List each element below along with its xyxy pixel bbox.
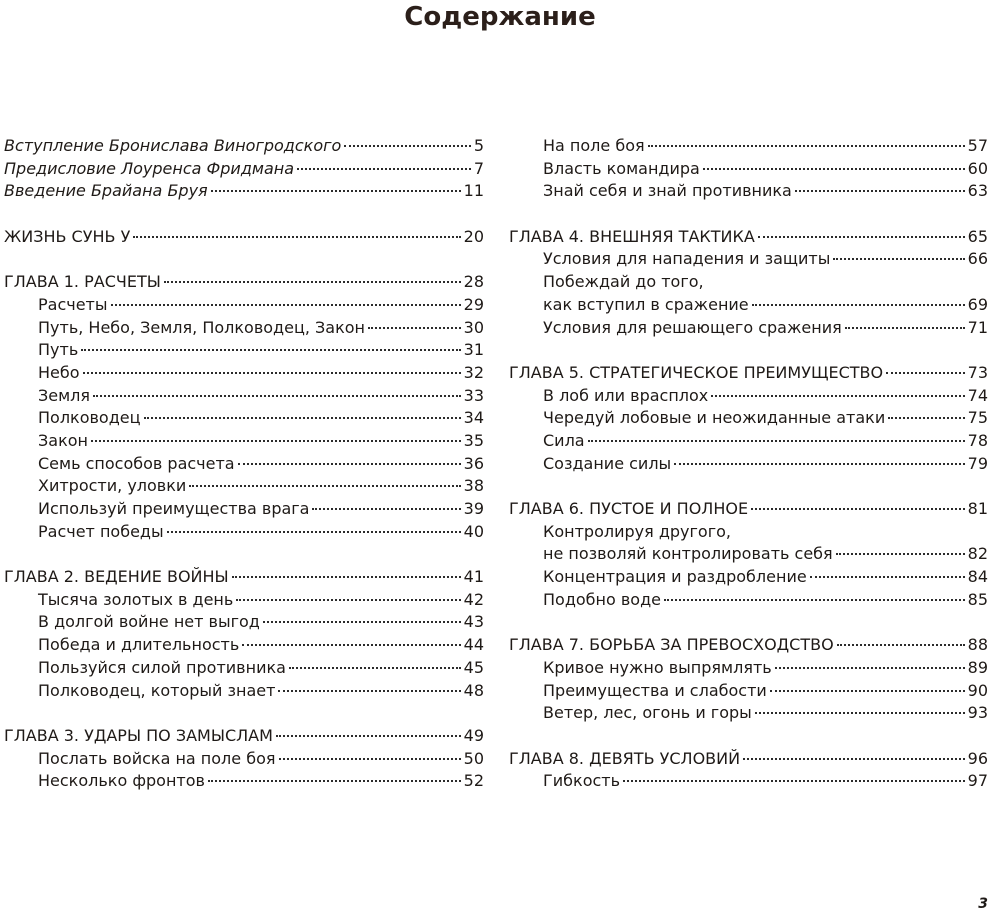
toc-chapter-entry[interactable] xyxy=(4,725,484,748)
toc-section-entry[interactable] xyxy=(4,521,484,544)
toc-section-entry[interactable] xyxy=(509,680,988,703)
toc-chapter-entry[interactable] xyxy=(4,180,484,203)
toc-chapter-entry[interactable] xyxy=(509,634,988,657)
toc-page-number: 33 xyxy=(463,385,484,405)
toc-chapter-entry[interactable] xyxy=(509,362,988,385)
toc-right-column xyxy=(509,135,988,793)
toc-section-entry[interactable] xyxy=(4,634,484,657)
toc-entry-title: Контролируя другого, xyxy=(543,521,731,541)
toc-page-number: 49 xyxy=(463,725,484,745)
toc-page-number: 28 xyxy=(463,272,484,292)
toc-page-number: 36 xyxy=(463,453,484,473)
toc-dot-leader xyxy=(312,508,460,510)
toc-page-number: 65 xyxy=(967,226,988,246)
toc-section-entry[interactable] xyxy=(4,611,484,634)
toc-page-number: 88 xyxy=(967,635,988,655)
toc-page-number: 78 xyxy=(967,430,988,450)
toc-page-number: 42 xyxy=(463,589,484,609)
toc-chapter-entry[interactable] xyxy=(4,271,484,294)
toc-section-entry[interactable] xyxy=(4,748,484,771)
toc-page-number: 45 xyxy=(463,657,484,677)
toc-section-entry[interactable] xyxy=(509,521,988,544)
toc-section-entry[interactable] xyxy=(509,180,988,203)
toc-dot-leader xyxy=(664,599,965,601)
toc-section-entry[interactable] xyxy=(509,135,988,158)
toc-entry-title: ГЛАВА 6. ПУСТОЕ И ПОЛНОЕ xyxy=(509,499,749,518)
page-number: 3 xyxy=(978,896,988,912)
toc-page-number: 90 xyxy=(967,680,988,700)
toc-dot-leader xyxy=(770,690,965,692)
toc-dot-leader xyxy=(648,145,965,147)
toc-page-number: 50 xyxy=(463,748,484,768)
toc-page-number: 89 xyxy=(967,657,988,677)
toc-dot-leader xyxy=(743,758,965,760)
toc-section-entry[interactable] xyxy=(509,430,988,453)
toc-entry-title: Создание силы xyxy=(543,453,672,473)
toc-spacer xyxy=(509,611,988,634)
toc-chapter-entry[interactable] xyxy=(509,748,988,771)
toc-entry-title: Подобно воде xyxy=(543,589,661,609)
toc-section-entry[interactable] xyxy=(4,339,484,362)
toc-dot-leader xyxy=(344,145,471,147)
toc-chapter-entry[interactable] xyxy=(509,226,988,249)
toc-entry-title: Путь, Небо, Земля, Полководец, Закон xyxy=(38,317,365,337)
toc-dot-leader xyxy=(752,304,965,306)
toc-page-number: 52 xyxy=(463,771,484,791)
toc-entry-title: Сила xyxy=(543,430,585,450)
toc-dot-leader xyxy=(297,168,471,170)
toc-chapter-entry[interactable] xyxy=(4,158,484,181)
toc-dot-leader xyxy=(81,349,460,351)
toc-section-entry[interactable] xyxy=(509,589,988,612)
toc-entry-title: Земля xyxy=(38,385,91,405)
toc-section-entry[interactable] xyxy=(509,770,988,793)
toc-dot-leader xyxy=(837,644,965,646)
toc-page-number: 79 xyxy=(967,453,988,473)
toc-page-number: 32 xyxy=(463,362,484,382)
toc-dot-leader xyxy=(167,531,461,533)
toc-dot-leader xyxy=(588,440,965,442)
toc-dot-leader xyxy=(886,372,965,374)
toc-dot-leader xyxy=(289,667,461,669)
toc-entry-title: ГЛАВА 2. ВЕДЕНИЕ ВОЙНЫ xyxy=(4,567,229,587)
toc-spacer xyxy=(4,543,484,566)
toc-section-entry[interactable] xyxy=(509,317,988,340)
toc-dot-leader xyxy=(751,508,965,510)
toc-page-number: 20 xyxy=(463,226,484,246)
toc-spacer xyxy=(509,475,988,498)
toc-entry-title: Расчеты xyxy=(38,294,108,314)
toc-entry-title: Преимущества и слабости xyxy=(543,680,767,700)
toc-dot-leader xyxy=(755,712,965,714)
toc-dot-leader xyxy=(775,667,965,669)
toc-dot-leader xyxy=(888,417,964,419)
toc-entry-title: Несколько фронтов xyxy=(38,771,205,791)
toc-dot-leader xyxy=(674,463,964,465)
toc-page-number: 35 xyxy=(463,430,484,450)
toc-page-number: 71 xyxy=(967,317,988,337)
toc-dot-leader xyxy=(758,236,965,238)
toc-section-entry[interactable] xyxy=(509,248,988,271)
toc-page-number: 40 xyxy=(463,521,484,541)
toc-section-entry[interactable] xyxy=(509,453,988,476)
toc-entry-title: не позволяй контролировать себя xyxy=(543,544,833,564)
toc-page-number: 38 xyxy=(463,476,484,496)
toc-entry-title: ГЛАВА 5. СТРАТЕГИЧЕСКОЕ ПРЕИМУЩЕСТВО xyxy=(509,362,884,382)
toc-dot-leader xyxy=(795,190,965,192)
toc-section-entry[interactable] xyxy=(4,475,484,498)
toc-page-number: 30 xyxy=(463,317,484,337)
toc-entry-title: Кривое нужно выпрямлять xyxy=(543,657,772,677)
toc-entry-title: Тысяча золотых в день xyxy=(38,589,234,609)
toc-page-number: 69 xyxy=(967,294,988,314)
toc-section-entry[interactable] xyxy=(509,407,988,430)
toc-section-entry[interactable] xyxy=(509,271,988,294)
toc-dot-leader xyxy=(703,168,965,170)
toc-entry-title: Семь способов расчета xyxy=(38,453,235,473)
toc-entry-title: Ветер, лес, огонь и горы xyxy=(543,703,752,723)
toc-dot-leader xyxy=(368,327,461,329)
toc-dot-leader xyxy=(164,281,461,283)
toc-dot-leader xyxy=(845,327,965,329)
toc-chapter-entry[interactable] xyxy=(4,135,484,158)
toc-dot-leader xyxy=(711,395,964,397)
toc-section-entry[interactable] xyxy=(4,453,484,476)
toc-section-entry[interactable] xyxy=(4,680,484,703)
toc-chapter-entry[interactable] xyxy=(4,226,484,249)
toc-page-number: 5 xyxy=(473,136,484,155)
toc-dot-leader xyxy=(208,780,461,782)
toc-section-entry[interactable] xyxy=(509,543,988,566)
toc-section-entry[interactable] xyxy=(4,498,484,521)
toc-entry-title: Знай себя и знай противника xyxy=(543,181,792,201)
toc-entry-title: Путь xyxy=(38,340,79,360)
toc-page-number: 63 xyxy=(967,181,988,201)
toc-dot-leader xyxy=(189,485,460,487)
toc-entry-title: Расчет победы xyxy=(38,521,164,541)
toc-dot-leader xyxy=(836,553,965,555)
toc-entry-title: Небо xyxy=(38,362,80,382)
toc-page-number: 48 xyxy=(463,680,484,700)
toc-dot-leader xyxy=(83,372,461,374)
toc-chapter-entry[interactable] xyxy=(509,498,988,521)
toc-left-column xyxy=(4,135,484,793)
toc-entry-title: В лоб или врасплох xyxy=(543,385,709,405)
toc-page-number: 84 xyxy=(967,567,988,587)
toc-entry-title: как вступил в сражение xyxy=(543,294,749,314)
toc-entry-title: Послать войска на поле боя xyxy=(38,748,276,768)
toc-dot-leader xyxy=(236,599,460,601)
toc-entry-title: ГЛАВА 3. УДАРЫ ПО ЗАМЫСЛАМ xyxy=(4,725,273,745)
toc-spacer xyxy=(4,702,484,725)
toc-dot-leader xyxy=(232,576,461,578)
toc-entry-title: Условия для решающего сражения xyxy=(543,317,842,337)
toc-page-number: 85 xyxy=(967,589,988,609)
toc-page-number: 66 xyxy=(967,249,988,269)
toc-dot-leader xyxy=(211,190,461,192)
toc-entry-title: ГЛАВА 4. ВНЕШНЯЯ ТАКТИКА xyxy=(509,226,755,246)
toc-dot-leader xyxy=(810,576,965,578)
toc-section-entry[interactable] xyxy=(4,362,484,385)
toc-spacer xyxy=(509,203,988,226)
toc-section-entry[interactable] xyxy=(4,407,484,430)
toc-page-number: 96 xyxy=(967,748,988,768)
toc-entry-title: Полководец xyxy=(38,408,141,428)
toc-page-number: 81 xyxy=(967,499,988,518)
toc-entry-title: Власть командира xyxy=(543,158,700,178)
toc-section-entry[interactable] xyxy=(509,566,988,589)
toc-entry-title: Предисловие Лоуренса Фридмана xyxy=(4,158,295,178)
toc-page-number: 74 xyxy=(967,385,988,405)
toc-section-entry[interactable] xyxy=(509,385,988,408)
toc-entry-title: Полководец, который знает xyxy=(38,680,276,700)
toc-section-entry[interactable] xyxy=(4,430,484,453)
toc-dot-leader xyxy=(279,758,461,760)
toc-entry-title: Условия для нападения и защиты xyxy=(543,249,831,269)
toc-page-number: 43 xyxy=(463,612,484,632)
toc-dot-leader xyxy=(833,258,964,260)
toc-spacer xyxy=(4,203,484,226)
toc-section-entry[interactable] xyxy=(509,657,988,680)
toc-page-number: 57 xyxy=(967,136,988,155)
toc-dot-leader xyxy=(263,621,461,623)
toc-dot-leader xyxy=(238,463,461,465)
toc-entry-title: Вступление Бронислава Виногродского xyxy=(4,136,342,155)
toc-dot-leader xyxy=(278,690,460,692)
toc-section-entry[interactable] xyxy=(4,294,484,317)
toc-page-number: 29 xyxy=(463,294,484,314)
toc-page-number: 60 xyxy=(967,158,988,178)
toc-section-entry[interactable] xyxy=(509,702,988,725)
toc-page-number: 7 xyxy=(473,158,484,178)
toc-page-number: 39 xyxy=(463,499,484,518)
toc-section-entry[interactable] xyxy=(509,158,988,181)
toc-dot-leader xyxy=(111,304,461,306)
toc-dot-leader xyxy=(93,395,461,397)
toc-page-number: 41 xyxy=(463,567,484,587)
toc-entry-title: В долгой войне нет выгод xyxy=(38,612,260,632)
toc-spacer xyxy=(4,248,484,271)
toc-entry-title: Гибкость xyxy=(543,771,621,791)
toc-section-entry[interactable] xyxy=(509,294,988,317)
toc-page-number: 73 xyxy=(967,362,988,382)
toc-entry-title: Закон xyxy=(38,430,88,450)
toc-dot-leader xyxy=(242,644,460,646)
toc-page-number: 82 xyxy=(967,544,988,564)
toc-entry-title: ГЛАВА 8. ДЕВЯТЬ УСЛОВИЙ xyxy=(509,748,741,768)
toc-section-entry[interactable] xyxy=(4,589,484,612)
toc-dot-leader xyxy=(623,780,965,782)
toc-entry-title: Концентрация и раздробление xyxy=(543,567,807,587)
toc-page-number: 11 xyxy=(463,181,484,201)
toc-entry-title: Чередуй лобовые и неожиданные атаки xyxy=(543,408,886,428)
toc-entry-title: ГЛАВА 1. РАСЧЕТЫ xyxy=(4,272,161,292)
toc-entry-title: Используй преимущества врага xyxy=(38,499,310,518)
toc-section-entry[interactable] xyxy=(4,657,484,680)
toc-entry-title: Побеждай до того, xyxy=(543,272,704,292)
toc-entry-title: Хитрости, уловки xyxy=(38,476,187,496)
toc-page-number: 34 xyxy=(463,408,484,428)
toc-entry-title: ЖИЗНЬ СУНЬ У xyxy=(4,226,131,246)
toc-section-entry[interactable] xyxy=(4,770,484,793)
toc-entry-title: Пользуйся силой противника xyxy=(38,657,286,677)
toc-dot-leader xyxy=(133,236,460,238)
toc-spacer xyxy=(509,725,988,748)
toc-page-number: 75 xyxy=(967,408,988,428)
toc-page-number: 97 xyxy=(967,771,988,791)
toc-entry-title: ГЛАВА 7. БОРЬБА ЗА ПРЕВОСХОДСТВО xyxy=(509,635,834,655)
toc-entry-title: Победа и длительность xyxy=(38,635,240,655)
toc-entry-title: Введение Брайана Бруя xyxy=(4,181,208,201)
toc-section-entry[interactable] xyxy=(4,317,484,340)
toc-page-number: 93 xyxy=(967,703,988,723)
toc-page-number: 31 xyxy=(463,340,484,360)
toc-dot-leader xyxy=(276,735,461,737)
toc-dot-leader xyxy=(91,440,461,442)
page-title: Содержание xyxy=(404,2,596,32)
toc-section-entry[interactable] xyxy=(4,385,484,408)
toc-spacer xyxy=(509,339,988,362)
toc-page-number: 44 xyxy=(463,635,484,655)
toc-entry-title: На поле боя xyxy=(543,136,645,155)
toc-dot-leader xyxy=(144,417,461,419)
toc-chapter-entry[interactable] xyxy=(4,566,484,589)
